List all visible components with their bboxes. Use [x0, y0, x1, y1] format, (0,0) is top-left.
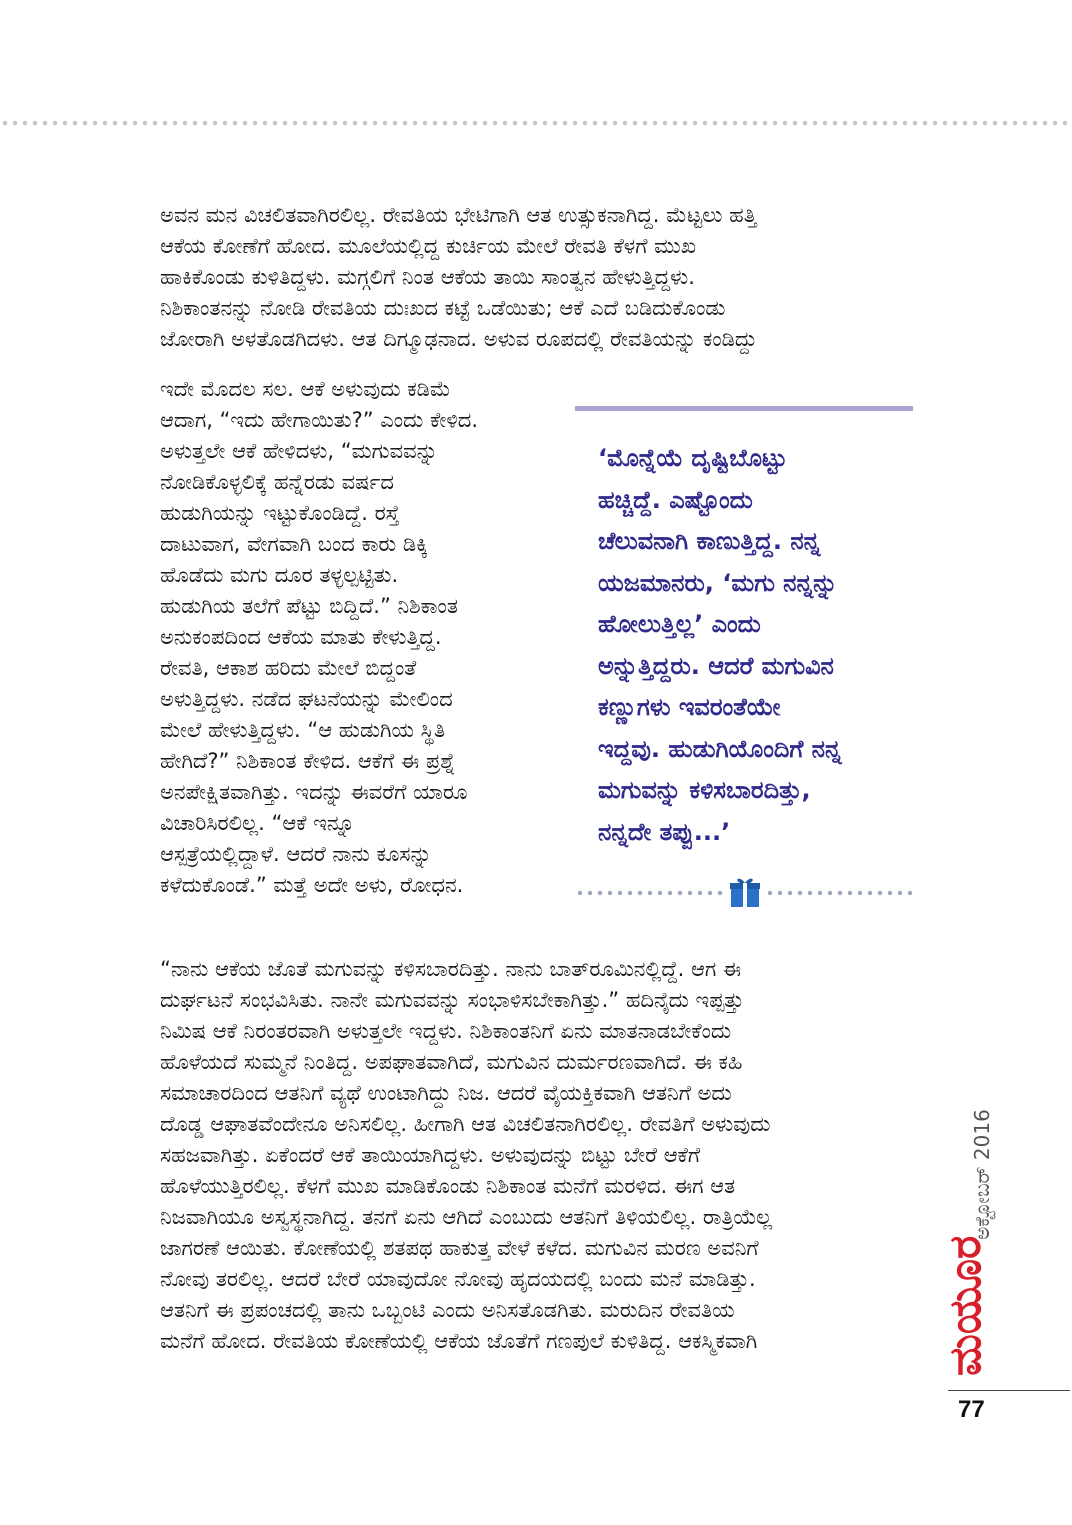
text-line: ಕಳೆದುಕೊಂಡೆ.” ಮತ್ತೆ ಅದೇ ಅಳು, ರೋಧನ.: [160, 873, 464, 897]
text-line: ಅಳುತ್ತಲೇ ಆಕೆ ಹೇಳಿದಳು, “ಮಗುವವನ್ನು: [160, 439, 438, 463]
text-line: ಹೊಳೆಯದೆ ಸುಮ್ಮನೆ ನಿಂತಿದ್ದ. ಅಪಘಾತವಾಗಿದೆ, ಮಗುವಿನ ದುರ್ಮರಣವಾಗಿದೆ. ಈ ಕಹಿ: [160, 1050, 743, 1074]
text-line: ದುರ್ಘಟನೆ ಸಂಭವಿಸಿತು. ನಾನೇ ಮಗುವವನ್ನು ಸಂಭಾಳಿಸಬೇಕಾಗಿತ್ತು.” ಹದಿನೈದು ಇಪ್ಪತ್ತು: [160, 988, 744, 1012]
issue-date: ಅಕ್ಟೋಬರ್ 2016: [970, 1109, 994, 1240]
text-line: ಸಹಜವಾಗಿತ್ತು. ಏಕೆಂದರೆ ಆಕೆ ತಾಯಿಯಾಗಿದ್ದಳು. ಅಳುವುದನ್ನು ಬಿಟ್ಟು ಬೇರೆ ಆಕೆಗೆ: [160, 1143, 701, 1167]
gift-icon: [728, 875, 762, 909]
text-line: ಅಳುತ್ತಿದ್ದಳು. ನಡೆದ ಘಟನೆಯನ್ನು ಮೇಲಿಂದ: [160, 687, 453, 711]
magazine-logo: ಮಯೂರ: [940, 1235, 991, 1376]
text-line: ದಾಟುವಾಗ, ವೇಗವಾಗಿ ಬಂದ ಕಾರು ಡಿಕ್ಕಿ: [160, 532, 428, 556]
pull-quote-dotted-divider-right: [765, 888, 915, 898]
pull-quote-line: ಅನ್ನುತ್ತಿದ್ದರು. ಆದರೆ ಮಗುವಿನ: [598, 651, 834, 680]
pull-quote-line: ಇದ್ದವು. ಹುಡುಗಿಯೊಂದಿಗೆ ನನ್ನ: [598, 734, 842, 763]
pull-quote-line: ಮಗುವನ್ನು ಕಳಿಸಬಾರದಿತ್ತು,: [598, 776, 811, 804]
text-line: ಆಸ್ಪತ್ರೆಯಲ್ಲಿದ್ದಾಳೆ. ಆದರೆ ನಾನು ಕೂಸನ್ನು: [160, 842, 432, 866]
article-intro-paragraph: [160, 200, 757, 355]
text-line: ರೇವತಿ, ಆಕಾಶ ಹರಿದು ಮೇಲೆ ಬಿದ್ದಂತೆ: [160, 656, 417, 680]
pull-quote-line: ಕಣ್ಣುಗಳು ಇವರಂತೆಯೇ: [598, 693, 781, 721]
text-line: ಆದಾಗ, “ಇದು ಹೇಗಾಯಿತು?” ಎಂದು ಕೇಳಿದ.: [160, 408, 479, 432]
text-line: ಮನೆಗೆ ಹೋದ. ರೇವತಿಯ ಕೋಣೆಯಲ್ಲಿ ಆಕೆಯ ಜೊತೆಗೆ ಗಣಪುಲೆ ಕುಳಿತಿದ್ದ. ಆಕಸ್ಮಿಕವಾಗಿ: [160, 1329, 758, 1353]
text-line: ಇದೇ ಮೊದಲ ಸಲ. ಆಕೆ ಅಳುವುದು ಕಡಿಮೆ: [160, 377, 451, 401]
text-line: ಮೇಲೆ ಹೇಳುತ್ತಿದ್ದಳು. “ಆ ಹುಡುಗಿಯ ಸ್ಥಿತಿ: [160, 718, 446, 742]
text-line: ವಿಚಾರಿಸಿರಲಿಲ್ಲ. “ಆಕೆ ಇನ್ನೂ: [160, 811, 355, 835]
page-number-rule: [948, 1390, 1070, 1391]
text-line: ಜಾಗರಣೆ ಆಯಿತು. ಕೋಣೆಯಲ್ಲಿ ಶತಪಥ ಹಾಕುತ್ತ ವೇಳೆ ಕಳೆದ. ಮಗುವಿನ ಮರಣ ಅವನಿಗೆ: [160, 1236, 759, 1260]
text-line: ಆಕೆಯ ಕೋಣೆಗೆ ಹೋದ. ಮೂಲೆಯಲ್ಲಿದ್ದ ಕುರ್ಚಿಯ ಮೇಲೆ ರೇವತಿ ಕೆಳಗೆ ಮುಖ: [160, 234, 697, 258]
pull-quote-line: ಯಜಮಾನರು, ‘ಮಗು ನನ್ನನ್ನು: [598, 568, 838, 597]
text-line: ಅನುಕಂಪದಿಂದ ಆಕೆಯ ಮಾತು ಕೇಳುತ್ತಿದ್ದ.: [160, 625, 442, 649]
text-line: ಹಾಕಿಕೊಂಡು ಕುಳಿತಿದ್ದಳು. ಮಗ್ಗಲಿಗೆ ನಿಂತ ಆಕೆಯ ತಾಯಿ ಸಾಂತ್ವನ ಹೇಳುತ್ತಿದ್ದಳು.: [160, 265, 695, 289]
page-number: 77: [958, 1396, 985, 1423]
text-line: ನಿಜವಾಗಿಯೂ ಅಸ್ವಸ್ಥನಾಗಿದ್ದ. ತನಗೆ ಏನು ಆಗಿದೆ ಎಂಬುದು ಆತನಿಗೆ ತಿಳಿಯಲಿಲ್ಲ. ರಾತ್ರಿಯೆಲ್ಲ: [160, 1205, 773, 1229]
text-line: ನೋವು ತರಲಿಲ್ಲ. ಆದರೆ ಬೇರೆ ಯಾವುದೋ ನೋವು ಹೃದಯದಲ್ಲಿ ಬಂದು ಮನೆ ಮಾಡಿತ್ತು.: [160, 1267, 756, 1291]
text-line: ಹುಡುಗಿಯ ತಲೆಗೆ ಪೆಟ್ಟು ಬಿದ್ದಿದೆ.” ನಿಶಿಕಾಂತ: [160, 594, 458, 618]
text-line: ಅವನ ಮನ ವಿಚಲಿತವಾಗಿರಲಿಲ್ಲ. ರೇವತಿಯ ಭೇಟಿಗಾಗಿ ಆತ ಉತ್ಸುಕನಾಗಿದ್ದ. ಮೆಟ್ಟಲು ಹತ್ತಿ: [160, 203, 757, 227]
text-line: ಸಮಾಚಾರದಿಂದ ಆತನಿಗೆ ವ್ಯಥೆ ಉಂಟಾಗಿದ್ದು ನಿಜ. ಆದರೆ ವೈಯಕ್ತಿಕವಾಗಿ ಆತನಿಗೆ ಅದು: [160, 1081, 732, 1105]
text-line: ಹೊಡೆದು ಮಗು ದೂರ ತಳ್ಳಲ್ಪಟ್ಟಿತು.: [160, 563, 399, 587]
text-line: ಆತನಿಗೆ ಈ ಪ್ರಪಂಚದಲ್ಲಿ ತಾನು ಒಬ್ಬಂಟಿ ಎಂದು ಅನಿಸತೊಡಗಿತು. ಮರುದಿನ ರೇವತಿಯ: [160, 1298, 735, 1322]
pull-quote-top-rule: [575, 406, 913, 411]
pull-quote: [598, 438, 842, 853]
pull-quote-line: ಚೆಲುವನಾಗಿ ಕಾಣುತ್ತಿದ್ದ. ನನ್ನ: [598, 527, 821, 555]
pull-quote-line: ನನ್ನದೇ ತಪ್ಪು...’: [598, 817, 731, 846]
text-line: ನಿಮಿಷ ಆಕೆ ನಿರಂತರವಾಗಿ ಅಳುತ್ತಲೇ ಇದ್ದಳು. ನಿಶಿಕಾಂತನಿಗೆ ಏನು ಮಾತನಾಡಬೇಕೆಂದು: [160, 1019, 732, 1043]
article-column-paragraph: [160, 374, 478, 901]
pull-quote-dotted-divider-left: [575, 888, 725, 898]
text-line: ಜೋರಾಗಿ ಅಳತೊಡಗಿದಳು. ಆತ ದಿಗ್ಮೂಢನಾದ. ಅಳುವ ರೂಪದಲ್ಲಿ ರೇವತಿಯನ್ನು ಕಂಡಿದ್ದು: [160, 327, 758, 351]
text-line: ನೋಡಿಕೊಳ್ಳಲಿಕ್ಕೆ ಹನ್ನೆರಡು ವರ್ಷದ: [160, 470, 394, 494]
pull-quote-line: ಹಚ್ಚಿದ್ದೆ. ಎಷ್ಟೊಂದು: [598, 485, 753, 514]
text-line: ಹೇಗಿದೆ?” ನಿಶಿಕಾಂತ ಕೇಳಿದ. ಆಕೆಗೆ ಈ ಪ್ರಶ್ನೆ: [160, 749, 456, 773]
text-line: “ನಾನು ಆಕೆಯ ಜೊತೆ ಮಗುವನ್ನು ಕಳಿಸಬಾರದಿತ್ತು. ನಾನು ಬಾತ್‌ರೂಮಿನಲ್ಲಿದ್ದೆ. ಆಗ ಈ: [160, 957, 742, 981]
text-line: ಹೊಳೆಯುತ್ತಿರಲಿಲ್ಲ. ಕೆಳಗೆ ಮುಖ ಮಾಡಿಕೊಂಡು ನಿಶಿಕಾಂತ ಮನೆಗೆ ಮರಳಿದ. ಈಗ ಆತ: [160, 1174, 736, 1198]
pull-quote-line: ಹೋಲುತ್ತಿಲ್ಲ’ ಎಂದು: [598, 610, 761, 638]
pull-quote-line: ‘ಮೊನ್ನೆಯೆ ದೃಷ್ಟಿಬೊಟ್ಟು: [598, 444, 787, 472]
article-closing-paragraph: [160, 954, 772, 1357]
text-line: ದೊಡ್ಡ ಆಘಾತವೆಂದೇನೂ ಅನಿಸಲಿಲ್ಲ. ಹೀಗಾಗಿ ಆತ ವಿಚಲಿತನಾಗಿರಲಿಲ್ಲ. ರೇವತಿಗೆ ಅಳುವುದು: [160, 1112, 771, 1136]
text-line: ನಿಶಿಕಾಂತನನ್ನು ನೋಡಿ ರೇವತಿಯ ದುಃಖದ ಕಟ್ಟೆ ಒಡೆಯಿತು; ಆಕೆ ಎದೆ ಬಡಿದುಕೊಂಡು: [160, 296, 726, 320]
text-line: ಹುಡುಗಿಯನ್ನು ಇಟ್ಟುಕೊಂಡಿದ್ದೆ. ರಸ್ತೆ: [160, 501, 400, 525]
text-line: ಅನಪೇಕ್ಷಿತವಾಗಿತ್ತು. ಇದನ್ನು ಈವರೆಗೆ ಯಾರೂ: [160, 780, 468, 804]
top-dotted-divider: [0, 118, 1072, 128]
